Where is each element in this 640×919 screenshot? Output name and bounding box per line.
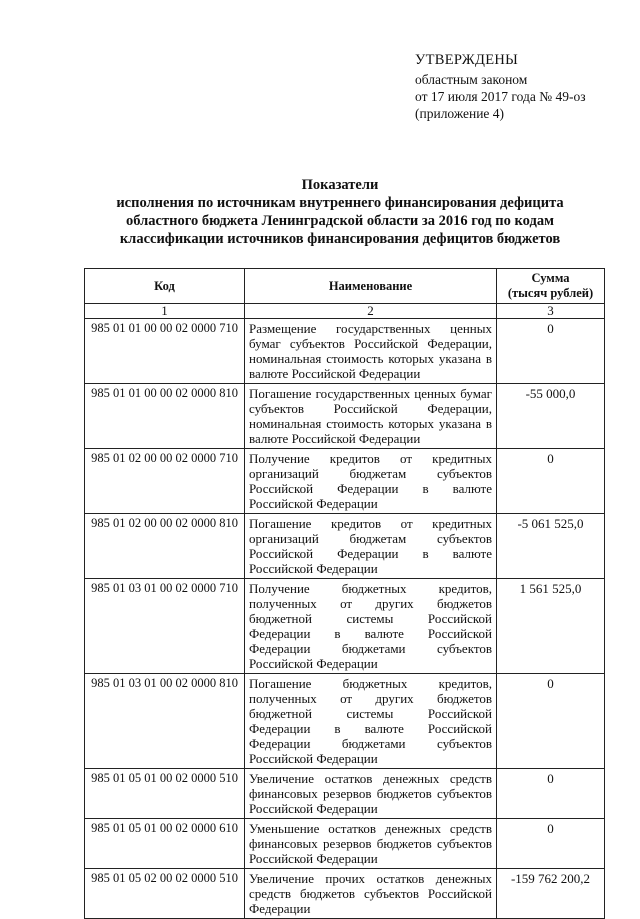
- header-code: Код: [85, 269, 245, 304]
- table-row: [85, 819, 605, 869]
- row-name: Получение бюджетных кредитов, полученных от других бюджетов бюджетной системы Российской Федерации в валюте Российской Федерации бюджетами субъектов Российской Федерации: [245, 579, 497, 674]
- table-row: [85, 674, 605, 769]
- approval-title: УТВЕРЖДЕНЫ: [415, 52, 519, 68]
- header-sum-unit: (тысяч рублей): [507, 286, 594, 300]
- table-header-row: [85, 269, 605, 304]
- row-sum: -55 000,0: [497, 384, 605, 449]
- column-number-2: 2: [245, 304, 497, 319]
- row-code: 985 01 01 00 00 02 0000 810: [85, 384, 245, 449]
- row-name: Размещение государственных ценных бумаг субъектов Российской Федерации, номинальная стоимость которых указана в валюте Российской Федерации: [245, 319, 497, 384]
- row-sum: 0: [497, 319, 605, 384]
- row-code: 985 01 05 01 00 02 0000 610: [85, 819, 245, 869]
- row-name: Погашение государственных ценных бумаг субъектов Российской Федерации, номинальная стоимость которых указана в валюте Российской Федерации: [245, 384, 497, 449]
- row-code: 985 01 03 01 00 02 0000 710: [85, 579, 245, 674]
- row-name: Погашение кредитов от кредитных организаций бюджетам субъектов Российской Федерации в валюте Российской Федерации: [245, 514, 497, 579]
- heading-line-4: классификации источников финансирования дефицитов бюджетов: [119, 231, 561, 247]
- column-number-1: 1: [85, 304, 245, 319]
- row-code: 985 01 02 00 00 02 0000 710: [85, 449, 245, 514]
- column-number-row: [85, 304, 605, 319]
- table-row: [85, 319, 605, 384]
- table-row: [85, 514, 605, 579]
- row-code: 985 01 02 00 00 02 0000 810: [85, 514, 245, 579]
- header-sum-title: Сумма: [531, 271, 570, 285]
- row-name: Уменьшение остатков денежных средств финансовых резервов бюджетов субъектов Российской Федерации: [245, 819, 497, 869]
- approval-block: [415, 52, 586, 122]
- row-name: Погашение бюджетных кредитов, полученных от других бюджетов бюджетной системы Российской Федерации в валюте Российской Федерации бюджетами субъектов Российской Федерации: [245, 674, 497, 769]
- column-number-3: 3: [497, 304, 605, 319]
- approval-appendix: (приложение 4): [415, 106, 505, 121]
- row-sum: 0: [497, 819, 605, 869]
- header-sum: [497, 269, 605, 304]
- row-sum: 0: [497, 769, 605, 819]
- row-sum: 0: [497, 674, 605, 769]
- heading-line-3: областного бюджета Ленинградской области за 2016 год по кодам: [126, 213, 554, 229]
- table-row: [85, 384, 605, 449]
- row-code: 985 01 03 01 00 02 0000 810: [85, 674, 245, 769]
- document-heading: [90, 176, 590, 248]
- heading-line-2: исполнения по источникам внутреннего финансирования дефицита: [116, 195, 564, 211]
- row-sum: -5 061 525,0: [497, 514, 605, 579]
- financing-sources-table: [84, 268, 605, 919]
- approval-date: от 17 июля 2017 года № 49-оз: [415, 89, 586, 104]
- header-name: Наименование: [245, 269, 497, 304]
- row-sum: 0: [497, 449, 605, 514]
- row-sum: 1 561 525,0: [497, 579, 605, 674]
- table-row: [85, 769, 605, 819]
- row-code: 985 01 05 01 00 02 0000 510: [85, 769, 245, 819]
- row-sum: -159 762 200,2: [497, 869, 605, 919]
- approval-law: областным законом: [415, 72, 528, 87]
- row-code: 985 01 01 00 00 02 0000 710: [85, 319, 245, 384]
- table-row: [85, 449, 605, 514]
- row-name: Получение кредитов от кредитных организаций бюджетам субъектов Российской Федерации в валюте Российской Федерации: [245, 449, 497, 514]
- row-code: 985 01 05 02 00 02 0000 510: [85, 869, 245, 919]
- heading-line-1: Показатели: [301, 177, 379, 193]
- table-row: [85, 579, 605, 674]
- table-row: [85, 869, 605, 919]
- row-name: Увеличение остатков денежных средств финансовых резервов бюджетов субъектов Российской Федерации: [245, 769, 497, 819]
- row-name: Увеличение прочих остатков денежных средств бюджетов субъектов Российской Федерации: [245, 869, 497, 919]
